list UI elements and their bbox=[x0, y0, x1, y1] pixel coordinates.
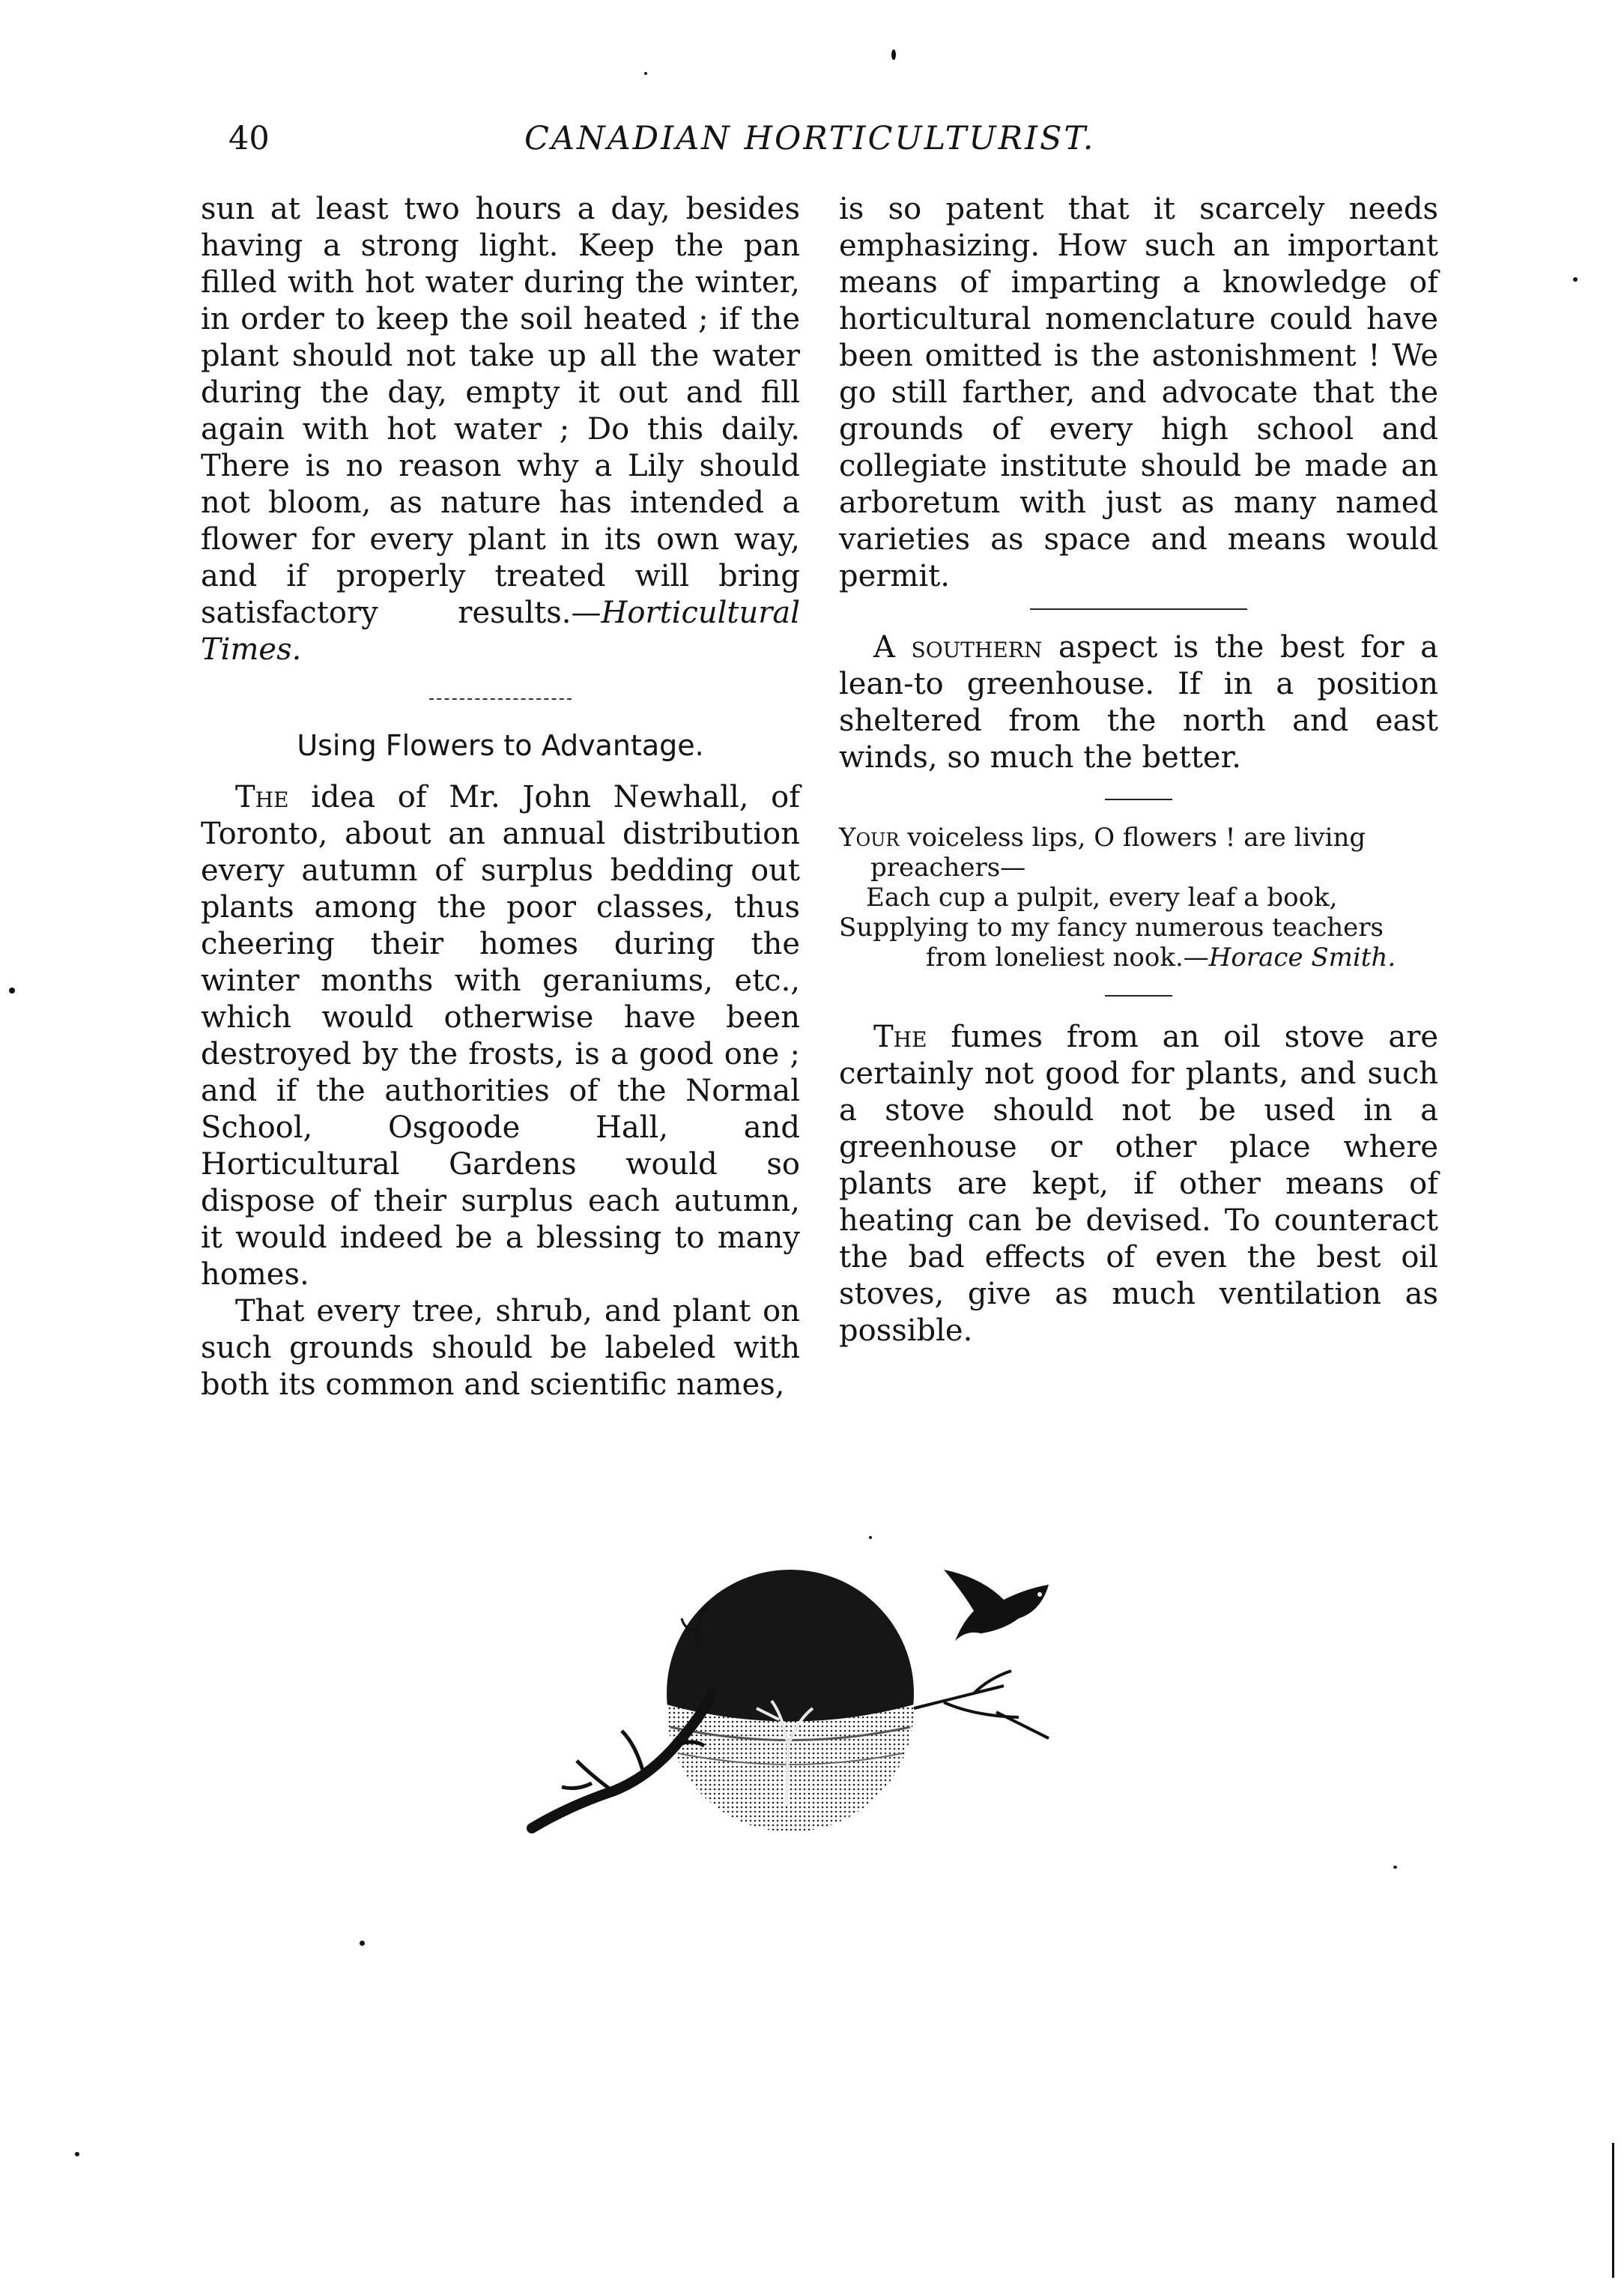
paragraph-lily-care bbox=[201, 191, 800, 668]
poem-line-text: from loneliest nook.— bbox=[926, 943, 1209, 973]
scan-edge-line bbox=[1612, 2143, 1614, 2278]
source-credit: Horticultural Times. bbox=[201, 596, 800, 667]
lead-word: The bbox=[235, 780, 289, 814]
running-head: CANADIAN HORTICULTURIST. bbox=[524, 120, 1096, 157]
lead-word: The bbox=[873, 1020, 927, 1054]
paragraph-arboretum: is so patent that it scarcely needs emphasizing. How such an important means of imparting a knowledge of horticultural nomenclature could have been omitted is the astonishment ! We go still farther, and advocate that the grounds of every high school and collegiate institute should be made an arboretum with just as many named varieties as space and means would permit. bbox=[839, 192, 1438, 593]
print-speck bbox=[9, 988, 15, 994]
left-column bbox=[201, 191, 800, 1403]
section-divider bbox=[429, 698, 572, 700]
article-heading: Using Flowers to Advantage. bbox=[297, 729, 704, 762]
paragraph-newhall bbox=[201, 779, 800, 1293]
paragraph-text: aspect is the best for a lean-to greenhouse. If in a position sheltered from the north and east winds, so much the better. bbox=[839, 630, 1438, 775]
paragraph-greenhouse-aspect bbox=[839, 629, 1438, 776]
paragraph-text: sun at least two hours a day, besides having a strong light. Keep the pan filled with hot water during the winter, in order to keep the soil heated ; if the plant should not take up all the water during the day, empty it out and fill again with hot water ; Do this daily. There is no reason why a Lily should not bloom, as nature has intended a flower for every plant in its own way, and if properly treated will bring satisfactory results.— bbox=[201, 192, 800, 630]
poem-line: preachers— bbox=[870, 853, 1026, 883]
lead-word: Your bbox=[839, 823, 900, 853]
poem-line: Supplying to my fancy numerous teachers bbox=[839, 913, 1384, 943]
right-column bbox=[839, 191, 1438, 1349]
paragraph-text: idea of Mr. John Newhall, of Toronto, about an annual distribution every autumn of surplus bedding out plants among the poor classes, thus cheering their homes during the winter months with geraniums, etc., which would otherwise have been destroyed by the frosts, is a good one ; and if the authorities of the Normal School, Osgoode Hall, and Horticultural Gardens would so dispose of their surplus each autumn, it would indeed be a blessing to many homes. bbox=[201, 780, 800, 1292]
poem-line bbox=[839, 943, 1438, 973]
print-speck bbox=[75, 2152, 79, 2156]
poem-quote bbox=[839, 823, 1438, 973]
section-divider bbox=[1030, 608, 1247, 610]
moon-branch-bird-vignette-icon bbox=[524, 1558, 1109, 1836]
paragraph-text: fumes from an oil stove are certainly not good for plants, and such a stove should not be used in a greenhouse or other place where plants are kept, if other means of heating can be devised. To counteract the bad effects of even the best oil stoves, give as much ventilation as possible. bbox=[839, 1020, 1438, 1348]
poem-line bbox=[839, 823, 1438, 853]
print-speck bbox=[360, 1941, 365, 1946]
poem-line: Each cup a pulpit, every leaf a book, bbox=[866, 883, 1338, 913]
print-speck bbox=[1573, 277, 1578, 282]
print-speck bbox=[869, 1536, 872, 1539]
paragraph-oil-stove bbox=[839, 1019, 1438, 1349]
section-divider bbox=[1105, 799, 1172, 800]
paragraph-labels: That every tree, shrub, and plant on such grounds should be labeled with both its common and scientific names, bbox=[201, 1294, 800, 1402]
poem-author: Horace Smith. bbox=[1208, 943, 1396, 973]
poem-line-text: voiceless lips, O flowers ! are living bbox=[899, 823, 1366, 853]
print-speck bbox=[1393, 1866, 1397, 1869]
section-divider bbox=[1105, 995, 1172, 997]
page-number: 40 bbox=[228, 120, 270, 157]
print-speck bbox=[644, 72, 647, 75]
lead-word: A southern bbox=[873, 630, 1043, 665]
print-speck bbox=[891, 49, 896, 60]
